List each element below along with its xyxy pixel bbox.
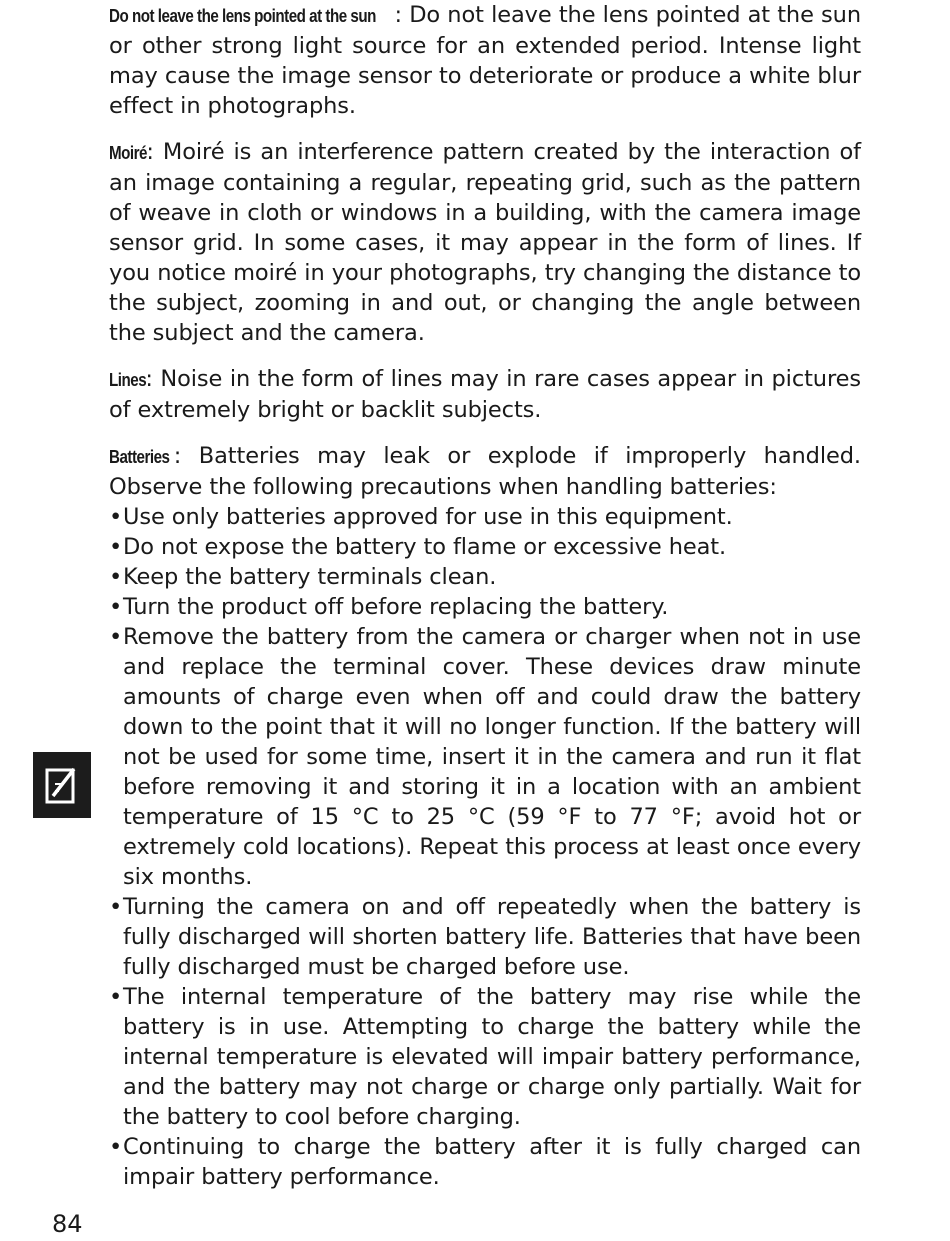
- list-item: • Do not expose the battery to flame or excessive heat.: [109, 532, 861, 562]
- batteries-term: Batteries: [109, 446, 170, 467]
- moire-paragraph: [109, 137, 861, 348]
- list-item: • Use only batteries approved for use in this equipment.: [109, 502, 861, 532]
- moire-term: Moiré: [109, 142, 148, 163]
- list-item: • The internal temperature of the battery may rise while the battery is in use. Attempting to charge the battery while the internal temperature is elevated will impair battery performance, and the battery may not charge or charge only partially. Wait for the battery to cool before charging.: [109, 982, 861, 1132]
- lines-text: : Noise in the form of lines may in rare cases appear in pictures of extremely bright or backlit subjects.: [109, 366, 861, 423]
- page-body: [109, 0, 861, 1208]
- lines-paragraph: [109, 364, 861, 425]
- sun-warning-text: : Do not leave the lens pointed at the sun or other strong light source for an extended period. Intense light may cause the image sensor to deteriorate or produce a white blur effect in photographs.: [109, 2, 861, 119]
- list-item: • Turn the product off before replacing the battery.: [109, 592, 861, 622]
- batteries-section: [109, 441, 861, 1192]
- lines-term: Lines: [109, 369, 147, 390]
- list-item: • Keep the battery terminals clean.: [109, 562, 861, 592]
- list-item: • Continuing to charge the battery after it is fully charged can impair battery performance.: [109, 1132, 861, 1192]
- section-tab: [33, 752, 91, 818]
- batteries-intro: [109, 441, 861, 502]
- batteries-text: : Batteries may leak or explode if improperly handled. Observe the following precautions when handling batteries:: [109, 443, 861, 500]
- list-item: • Remove the battery from the camera or charger when not in use and replace the terminal cover. These devices draw minute amounts of charge even when off and could draw the battery down to the point that it will no longer function. If the battery will not be used for some time, insert it in the camera and run it flat before removing it and storing it in a location with an ambient temperature of 15 °C to 25 °C (59 °F to 77 °F; avoid hot or extremely cold locations). Repeat this process at least once every six months.: [109, 622, 861, 892]
- list-item: • Turning the camera on and off repeatedly when the battery is fully discharged will shorten battery life. Batteries that have been fully discharged must be charged before use.: [109, 892, 861, 982]
- sun-warning-term: Do not leave the lens pointed at the sun: [109, 5, 376, 26]
- page-number: 84: [52, 1210, 83, 1238]
- moire-text: : Moiré is an interference pattern created by the interaction of an image containing a regular, repeating grid, such as the pattern of weave in cloth or windows in a building, with the camera image sensor grid. In some cases, it may appear in the form of lines. If you notice moiré in your photographs, try changing the distance to the subject, zooming in and out, or changing the angle between the subject and the camera.: [109, 139, 861, 346]
- sun-warning-paragraph: [109, 0, 861, 121]
- battery-precautions-list: [109, 502, 861, 1192]
- pencil-note-icon: [44, 764, 80, 806]
